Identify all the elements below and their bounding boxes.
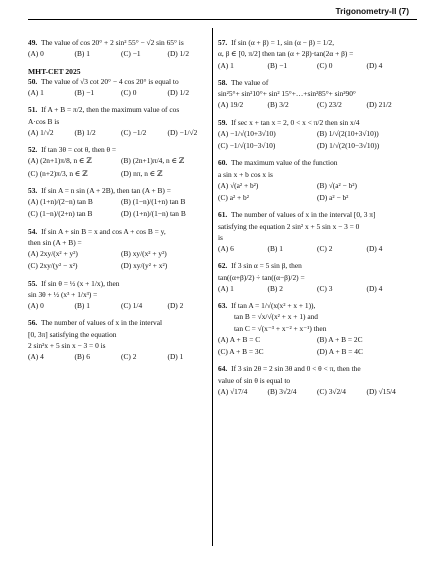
question-stem: The maximum value of the function [230,158,338,168]
option-a: (A) √17/4 [218,386,248,396]
question-number: 49. [28,38,38,47]
question-49 [28,38,214,59]
question-stem-cont: tan B = √x/√(x² + x + 1) and [234,312,318,322]
question-stem-cont: value of sin θ is equal to [218,375,291,385]
options [28,352,214,361]
option-c: (C) (n+2)π/3, n ∈ ℤ [28,168,88,178]
question-number: 57. [218,38,228,47]
question-stem: If sin A + sin B = x and cos A + cos B = y, [41,226,166,236]
option-b: (B) 3√2/4 [267,386,297,396]
option-a: (A) (2n+1)π/8, n ∈ ℤ [28,156,92,166]
option-c: (C) 3 [317,283,333,293]
question-stem-cont: tan C = √(x⁻³ + x⁻² + x⁻¹) then [234,323,327,333]
question-stem-cont: sin²5°+ sin²10°+ sin² 15°+…+sin²85°+ sin²90° [218,89,356,98]
option-c: (C) 2 [317,244,333,253]
options [218,181,416,203]
question-61 [218,210,416,253]
options [218,244,416,253]
option-d: (D) 1/√(2(10−3√10)) [317,141,380,150]
question-stem-cont: α, β ∈ [0, π/2] then tan (α + 2β)·tan(2α + β) = [218,49,354,59]
question-number: 60. [218,158,228,168]
option-b: (B) 6 [74,352,90,362]
question-number: 59. [218,117,228,127]
page-header [0,3,423,25]
question-60 [218,158,416,202]
question-stem-cont: then sin (A + B) = [28,237,82,247]
question-number: 53. [28,185,38,195]
question-53 [28,186,214,219]
options [218,387,416,396]
option-c: (C) 3√2/4 [317,386,346,396]
question-stem-cont: [0, 3π] satisfying the equation [28,329,117,339]
option-b: (B) (2n+1)π/4, n ∈ ℤ [121,156,185,166]
options [218,61,416,70]
option-d: (D) 1/2 [167,88,190,98]
left-column [28,38,214,369]
option-a: (A) 2xy/(x² + y²) [28,249,78,259]
question-stem: If sin (α + β) = 1, sin (α − β) = 1/2, [231,38,335,47]
options [28,88,214,97]
options [28,156,214,178]
option-c: (C) −1 [121,49,141,59]
question-stem: If tan A = 1/√(x(x² + x + 1)), [231,301,316,310]
option-c: (C) 1/4 [121,301,143,311]
option-d: (D) A + B = 4C [317,347,363,356]
option-b: (B) 1 [267,244,283,253]
option-d: (D) 21/2 [366,100,392,110]
question-63 [218,301,416,356]
options [28,197,214,219]
option-b: (B) xy/(x² + y²) [121,249,167,259]
option-a: (A) 0 [28,301,44,311]
question-number: 56. [28,318,38,328]
option-a: (A) 1 [218,60,234,70]
option-d: (D) 1/2 [167,49,190,59]
option-a: (A) 4 [28,352,44,362]
question-54 [28,227,214,271]
question-number: 64. [218,364,228,374]
option-c: (C) 2 [121,352,137,362]
question-stem-cont: a sin x + b cos x is [218,169,273,179]
option-a: (A) √(a² + b²) [218,180,259,190]
option-a: (A) 1 [28,88,44,98]
question-stem: If A + B = π/2, then the maximum value of cos [41,105,180,115]
option-b: (B) −1 [74,88,95,98]
question-57 [218,38,416,70]
options [28,49,214,58]
question-stem: The number of values of x in the interval [40,318,163,328]
section-heading: MHT-CET 2025 [28,66,81,76]
question-number: 51. [28,105,38,115]
option-b: (B) 1/√(2(10+3√10)) [317,128,379,138]
chapter-title: Trigonometry-II (7) [335,6,409,16]
question-number: 63. [218,301,228,310]
option-d: (D) 2 [167,301,184,311]
option-b: (B) 1/2 [74,127,96,137]
question-stem-cont: sin 3θ + ½ (x³ + 1/x³) = [28,289,98,299]
option-c: (C) −1/2 [121,127,147,137]
options [28,249,214,271]
option-d: (D) nπ, n ∈ ℤ [121,168,163,178]
option-c: (C) 23/2 [317,100,342,110]
question-51 [28,105,214,137]
option-a: (A) 19/2 [218,100,244,110]
question-stem-cont: is [218,232,223,242]
options [218,284,416,293]
question-number: 52. [28,145,38,155]
question-stem: If sec x + tan x = 2, 0 < x < π/2 then sin x/4 [231,117,360,127]
question-number: 54. [28,226,38,236]
option-c: (C) 0 [121,88,137,98]
question-stem: The value of cos 20° + 2 sin² 55° − √2 sin 65° is [40,38,184,47]
question-62 [218,261,416,293]
question-number: 50. [28,76,38,86]
option-a: (A) (1+n)/(2−n) tan B [28,197,93,207]
option-b: (B) 2 [267,283,283,293]
option-c: (C) (1−n)/(2+n) tan B [28,209,93,219]
question-stem: If 3 sin 2θ = 2 sin 3θ and 0 < θ < π, then the [231,364,361,374]
option-b: (B) 1 [74,301,90,311]
option-d: (D) a² − b² [317,193,349,202]
option-c: (C) 2xy/(y² − x²) [28,261,78,271]
options [218,129,416,151]
option-b: (B) (1−n)/(1+n) tan B [121,197,186,207]
option-a: (A) A + B = C [218,334,261,344]
option-d: (D) 1 [167,352,184,362]
question-number: 58. [218,77,228,87]
option-c: (C) a² + b² [218,193,249,202]
question-52 [28,145,214,178]
option-d: (D) 4 [366,283,383,293]
question-58 [218,78,416,110]
option-a: (A) −1/√(10+3√10) [218,128,276,138]
question-number: 62. [218,261,228,271]
question-stem-cont: tan((α+β)/2) ÷ tan((α−β)/2) = [218,272,305,282]
option-d: (D) −1/√2 [167,127,198,137]
question-stem: If 3 sin α = 5 sin β, then [231,261,302,271]
option-a: (A) 0 [28,49,44,59]
header-rule [28,19,417,20]
right-column [218,38,416,404]
option-b: (B) 1 [74,49,90,59]
question-stem-cont: satisfying the equation 2 sin² x + 5 sin x − 3 = 0 [218,221,360,231]
option-b: (B) √(a² − b²) [317,180,357,190]
option-c: (C) −1/√(10−3√10) [218,141,276,150]
option-a: (A) 1/√2 [28,127,54,137]
option-d: (D) (1+n)/(1−n) tan B [121,209,186,219]
question-56 [28,318,214,361]
options [28,301,214,310]
question-stem: The number of values of x in the interval [0, 3 π] [230,210,376,220]
option-b: (B) −1 [267,60,288,70]
option-c: (C) 0 [317,60,333,70]
question-stem: The value of √3 cot 20° − 4 cos 20° is equal to [40,76,179,86]
question-50 [28,77,214,98]
question-number: 61. [218,210,228,220]
option-b: (B) 3/2 [267,100,289,110]
options [28,128,214,137]
question-59 [218,118,416,151]
question-stem: The value of [230,77,269,87]
option-a: (A) 1 [218,283,234,293]
option-d: (D) xy/(y² + x²) [121,261,168,271]
question-stem-cont: 2 sin²x + 5 sin x − 3 = 0 is [28,340,106,350]
question-55 [28,279,214,311]
question-stem: If sin θ = ½ (x + 1/x), then [41,278,120,288]
question-64 [218,364,416,396]
option-b: (B) A + B = 2C [317,334,363,344]
option-c: (C) A + B = 3C [218,347,264,356]
option-a: (A) 6 [218,244,234,253]
option-d: (D) 4 [366,244,383,253]
question-number: 55. [28,278,38,288]
option-d: (D) 4 [366,60,383,70]
question-stem: If tan 3θ = cot θ, then θ = [41,145,117,155]
options [218,100,416,109]
question-stem: If sin A = n sin (A + 2B), then tan (A + B) = [41,185,171,195]
question-stem-cont: A·cos B is [28,116,60,126]
option-d: (D) √15/4 [366,386,396,396]
options [218,335,416,357]
